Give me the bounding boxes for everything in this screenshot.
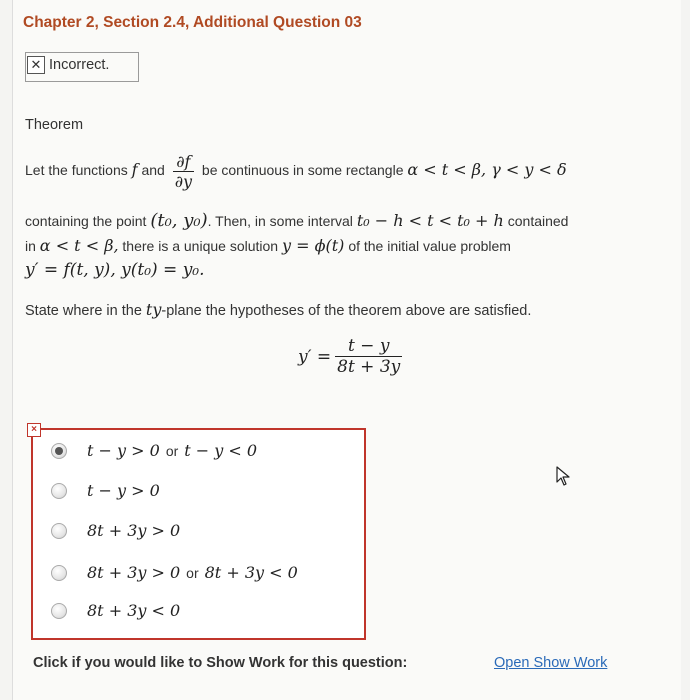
interval-condition: t₀ − h < t < t₀ + h xyxy=(356,211,504,230)
status-indicator xyxy=(27,56,109,74)
option-or: or xyxy=(165,442,179,459)
theorem-text: in xyxy=(25,238,36,254)
option-math: 8t + 3y < 0 xyxy=(204,563,298,582)
radio-button-selected[interactable] xyxy=(51,443,67,459)
theorem-text: of the initial value problem xyxy=(348,238,511,254)
answer-option-3[interactable] xyxy=(51,521,180,540)
theorem-text: be continuous in some rectangle xyxy=(201,162,404,179)
partial-derivative-fraction xyxy=(173,152,194,191)
equation-fraction xyxy=(335,336,402,377)
theorem-text: contained xyxy=(507,213,569,229)
mouse-cursor-icon xyxy=(556,466,570,486)
equation-denominator: 8t + 3y xyxy=(337,357,401,377)
theorem-line-2 xyxy=(25,210,568,231)
equation-lhs: y′ = xyxy=(298,346,332,367)
instruction-text: State where in the xyxy=(25,303,142,319)
theorem-line-1 xyxy=(25,152,567,191)
option-or: or xyxy=(186,564,199,581)
question-title: Chapter 2, Section 2.4, Additional Question 03 xyxy=(23,14,362,31)
theorem-text: containing the point xyxy=(25,213,147,229)
theorem-line-4 xyxy=(25,260,205,280)
equation-numerator: t − y xyxy=(335,336,402,357)
ty-plane: ty xyxy=(145,300,162,319)
solution-expression: y = ϕ(t) xyxy=(281,236,345,255)
option-math: t − y > 0 xyxy=(87,441,160,460)
option-math: 8t + 3y > 0 xyxy=(87,521,181,540)
answer-option-4[interactable] xyxy=(51,563,298,582)
theorem-text: and xyxy=(141,162,165,179)
answer-option-2[interactable] xyxy=(51,481,160,500)
differential-equation xyxy=(298,336,406,377)
theorem-text: Let the functions xyxy=(25,162,128,179)
radio-button[interactable] xyxy=(51,523,67,539)
question-instruction xyxy=(25,300,531,319)
theorem-heading: Theorem xyxy=(25,117,84,133)
option-math: 8t + 3y > 0 xyxy=(87,563,181,582)
rectangle-condition: α < t < β, γ < y < δ xyxy=(407,160,567,180)
theorem-line-3 xyxy=(25,236,511,255)
option-math: 8t + 3y < 0 xyxy=(87,601,181,620)
status-text: Incorrect. xyxy=(49,57,110,73)
math-f: f xyxy=(131,160,138,180)
fraction-numerator: ∂f xyxy=(173,152,194,172)
answer-option-5[interactable] xyxy=(51,601,180,620)
t-range: α < t < β, xyxy=(39,236,119,255)
initial-value-problem: y′ = f(t, y), y(t₀) = y₀. xyxy=(25,260,205,280)
question-page xyxy=(12,0,681,700)
option-math: t − y < 0 xyxy=(184,441,258,460)
theorem-text: there is a unique solution xyxy=(122,238,279,254)
option-math: t − y > 0 xyxy=(87,481,160,500)
open-show-work-link[interactable]: Open Show Work xyxy=(494,655,608,671)
show-work-prompt: Click if you would like to Show Work for this question: xyxy=(33,655,408,671)
initial-point: (t₀, y₀) xyxy=(150,210,208,231)
radio-button[interactable] xyxy=(51,603,67,619)
answer-option-1[interactable] xyxy=(51,441,257,460)
radio-button[interactable] xyxy=(51,565,67,581)
theorem-text: . Then, in some interval xyxy=(207,213,353,229)
radio-button[interactable] xyxy=(51,483,67,499)
incorrect-marker-icon: × xyxy=(27,423,41,437)
fraction-denominator: ∂y xyxy=(174,172,193,191)
instruction-text: -plane the hypotheses of the theorem above are satisfied. xyxy=(161,303,532,319)
x-mark-icon: ✕ xyxy=(27,56,45,74)
